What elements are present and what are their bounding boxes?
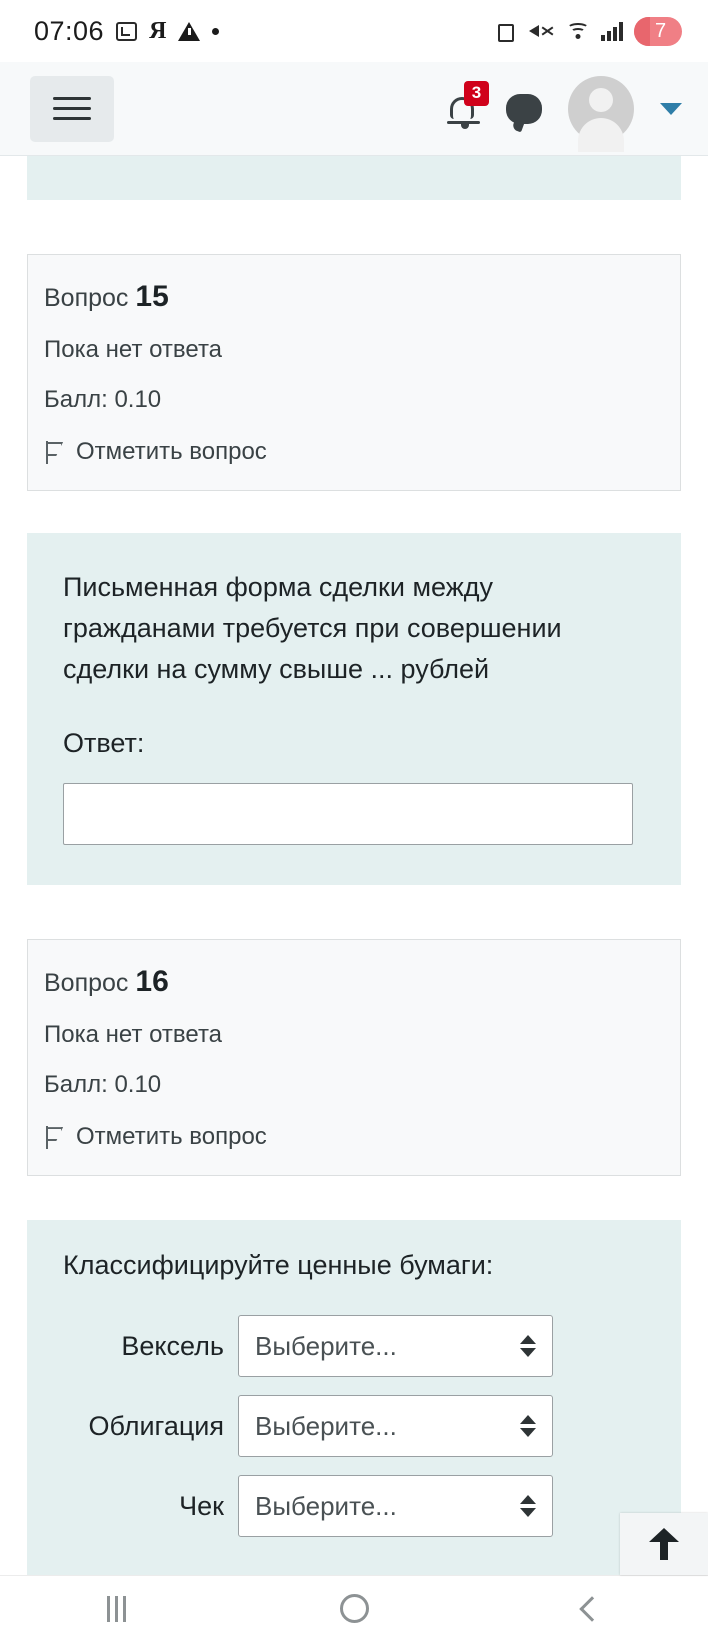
question-number-16 — [44, 965, 680, 999]
arrow-up-icon — [649, 1528, 679, 1560]
previous-question-tail — [27, 156, 681, 200]
status-bar — [0, 0, 708, 62]
select-arrows-icon — [520, 1495, 536, 1517]
hamburger-icon[interactable] — [30, 76, 114, 142]
home-icon[interactable] — [340, 1594, 369, 1623]
question-state-16: Пока нет ответа — [44, 1021, 223, 1049]
question-info-15 — [27, 254, 681, 491]
notification-badge: 3 — [464, 81, 489, 106]
flag-question-15-label: Отметить вопрос — [76, 438, 267, 465]
battery-level: 7 — [654, 19, 667, 42]
status-clock: 07:06 — [34, 15, 105, 46]
chevron-down-icon[interactable] — [660, 103, 682, 115]
question-text-15: Письменная форма сделки между гражданами требуется при совершении сделки на сумму свыше ... рублей — [63, 572, 562, 685]
question-state-15: Пока нет ответа — [44, 336, 223, 363]
flag-icon — [44, 440, 64, 464]
status-bar-left — [34, 16, 219, 47]
chat-bubble-icon[interactable] — [506, 94, 542, 124]
signal-icon — [601, 21, 623, 41]
flag-question-15-button[interactable] — [44, 438, 680, 466]
answer-input-15[interactable] — [63, 783, 633, 845]
status-bar-right — [494, 17, 682, 46]
battery-icon — [634, 17, 682, 46]
match-term-1: Вексель — [121, 1330, 224, 1361]
match-select-2[interactable] — [238, 1395, 553, 1457]
question-info-16 — [27, 939, 681, 1176]
flag-icon — [44, 1125, 64, 1149]
match-select-2-value: Выберите... — [255, 1410, 397, 1441]
question-number-value: 16 — [135, 965, 169, 999]
app-bar-actions — [446, 76, 690, 142]
warning-icon — [178, 22, 200, 41]
question-text-16: Классифицируйте ценные бумаги: — [63, 1250, 494, 1281]
user-avatar-icon[interactable] — [568, 76, 634, 142]
match-row — [63, 1395, 645, 1457]
vibrate-icon — [494, 23, 518, 39]
app-bar — [0, 62, 708, 156]
flag-question-16-button[interactable] — [44, 1123, 680, 1151]
question-body-16 — [27, 1220, 681, 1575]
answer-label-15: Ответ: — [63, 728, 145, 759]
match-term-3: Чек — [179, 1490, 224, 1521]
quiz-page-content[interactable] — [0, 156, 708, 1575]
flag-question-16-label: Отметить вопрос — [76, 1123, 267, 1151]
question-number-value: 15 — [135, 280, 169, 313]
question-body-15 — [27, 533, 681, 885]
question-grade-15: Балл: 0.10 — [44, 386, 162, 413]
select-arrows-icon — [520, 1335, 536, 1357]
match-row — [63, 1315, 645, 1377]
question-grade-16: Балл: 0.10 — [44, 1071, 162, 1099]
select-arrows-icon — [520, 1415, 536, 1437]
match-select-3[interactable] — [238, 1475, 553, 1537]
match-row — [63, 1475, 645, 1537]
scroll-to-top-button[interactable] — [620, 1513, 708, 1575]
cast-icon — [116, 22, 137, 41]
back-icon[interactable] — [579, 1596, 604, 1621]
dot-icon — [212, 28, 219, 35]
match-term-2: Облигация — [88, 1410, 224, 1441]
match-select-1-value: Выберите... — [255, 1330, 397, 1361]
sound-off-icon — [529, 21, 555, 41]
question-number-label: Вопрос — [44, 284, 129, 312]
yandex-icon: Я — [149, 17, 167, 44]
match-select-3-value: Выберите... — [255, 1490, 397, 1521]
question-number-15 — [44, 280, 680, 314]
recent-apps-icon[interactable] — [107, 1596, 126, 1622]
wifi-icon — [566, 21, 590, 41]
question-number-label: Вопрос — [44, 969, 129, 998]
match-select-1[interactable] — [238, 1315, 553, 1377]
android-nav-bar — [0, 1575, 708, 1641]
bell-icon[interactable] — [446, 83, 482, 129]
